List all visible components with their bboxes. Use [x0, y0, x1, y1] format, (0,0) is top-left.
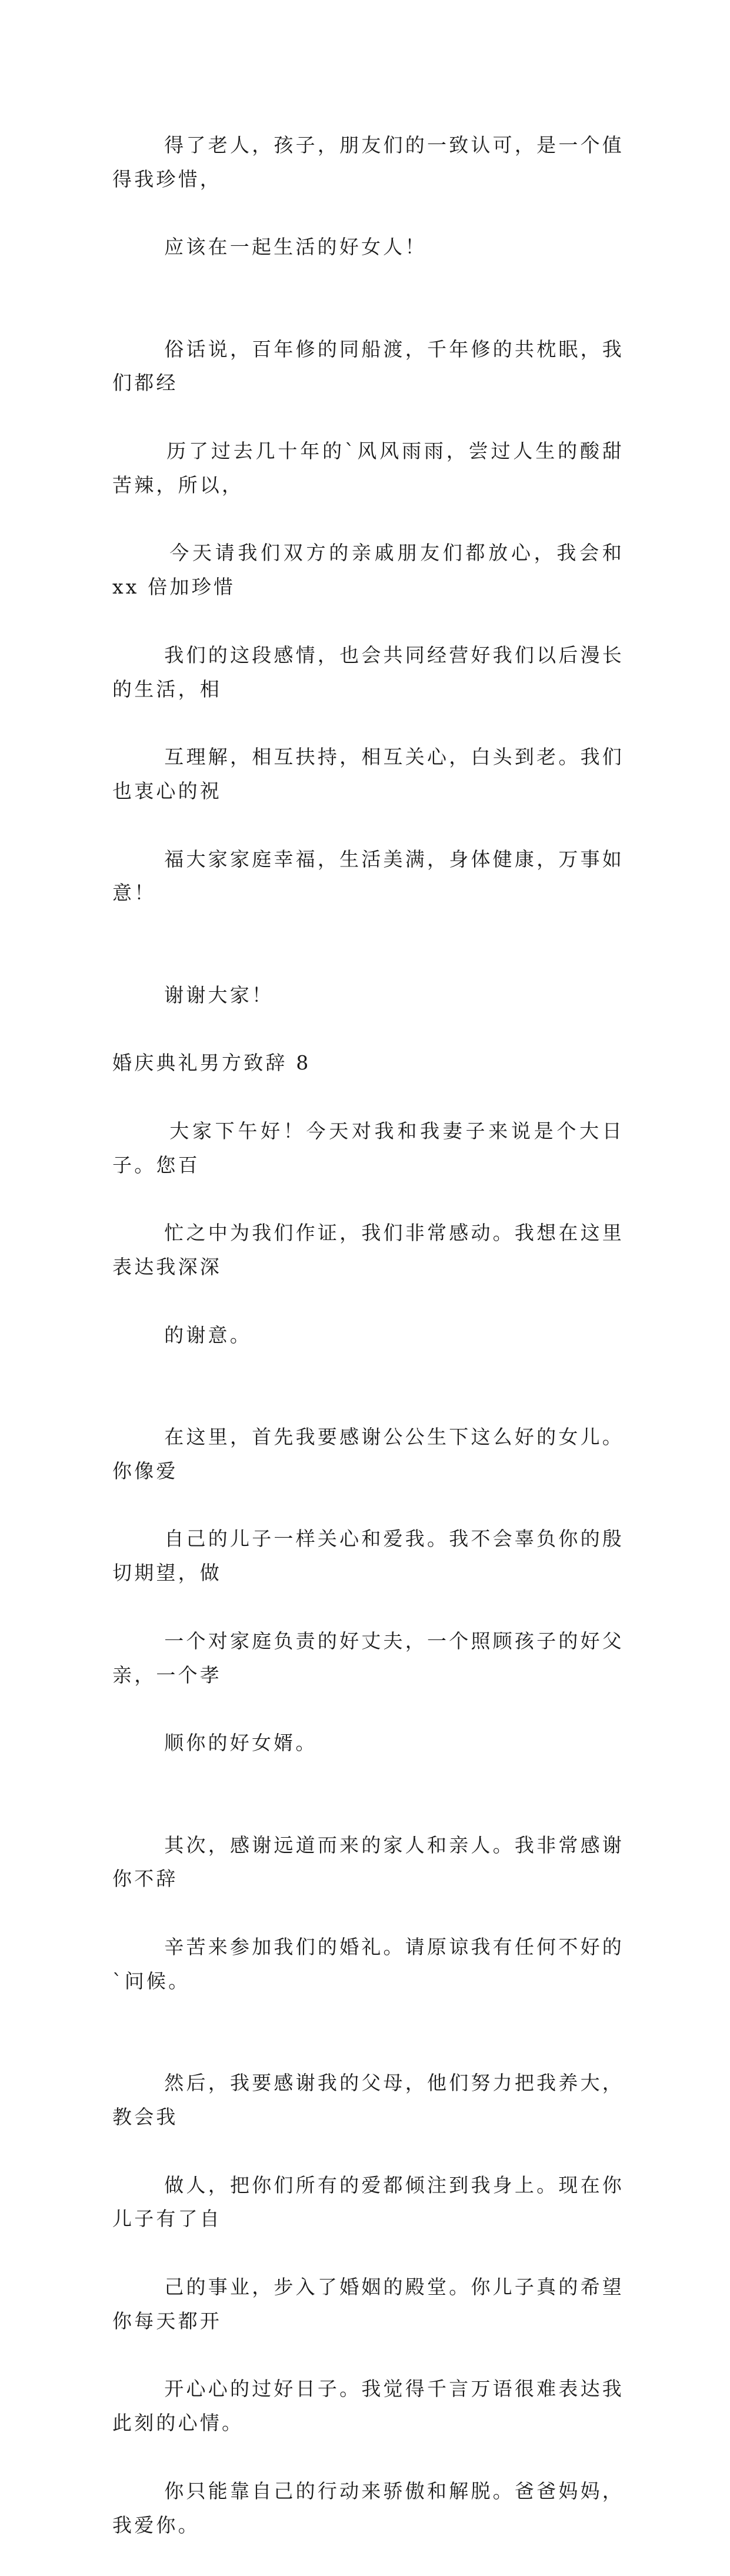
- paragraph-1-line-1: 得了老人，孩子，朋友们的一致认可，是一个值得我珍惜，: [112, 133, 625, 191]
- paragraph-7-line-4: 开心心的过好日子。我觉得千言万语很难表达我此刻的心情。: [112, 2377, 625, 2435]
- paragraph-2-line-5: 互理解，相互扶持，相互关心，白头到老。我们也衷心的祝: [112, 745, 625, 802]
- paragraph-2: [112, 298, 633, 944]
- paragraph-3: [112, 944, 624, 1046]
- section-heading: 婚庆典礼男方致辞 8: [112, 1051, 311, 1075]
- paragraph-5: [112, 1386, 624, 1794]
- paragraph-6-line-1: 其次，感谢远道而来的家人和亲人。我非常感谢你不辞: [112, 1833, 625, 1891]
- paragraph-3-line-1: 谢谢大家！: [164, 983, 274, 1007]
- paragraph-6-line-2: 辛苦来参加我们的婚礼。请原谅我有任何不好的`问候。: [112, 1935, 625, 1992]
- paragraph-7-line-2: 做人，把你们所有的爱都倾注到我身上。现在你儿子有了自: [112, 2173, 625, 2231]
- paragraph-4-line-2: 忙之中为我们作证，我们非常感动。我想在这里表达我深深: [112, 1221, 625, 1279]
- paragraph-6: [112, 1794, 624, 2032]
- document-body: [112, 94, 633, 2576]
- paragraph-2-line-2: 历了过去几十年的`风风雨雨，尝过人生的酸甜苦辣，所以，: [112, 439, 625, 496]
- paragraph-7: [112, 2032, 624, 2576]
- paragraph-7-line-5: 你只能靠自己的行动来骄傲和解脱。爸爸妈妈，我爱你。: [112, 2479, 625, 2537]
- paragraph-2-line-1: 俗话说，百年修的同船渡，千年修的共枕眠，我们都经: [112, 337, 625, 395]
- paragraph-1: [112, 94, 624, 298]
- paragraph-5-line-3: 一个对家庭负责的好丈夫，一个照顾孩子的好父亲，一个孝: [112, 1629, 625, 1687]
- paragraph-5-line-4: 顺你的好女婿。: [164, 1731, 318, 1755]
- paragraph-5-line-2: 自己的儿子一样关心和爱我。我不会辜负你的殷切期望，做: [112, 1527, 625, 1585]
- paragraph-2-line-3: 今天请我们双方的亲戚朋友们都放心，我会和 xx 倍加珍惜: [112, 541, 633, 599]
- paragraph-1-line-2: 应该在一起生活的好女人！: [164, 235, 427, 259]
- paragraph-7-line-3: 己的事业，步入了婚姻的殿堂。你儿子真的希望你每天都开: [112, 2275, 625, 2332]
- paragraph-4-line-1: 大家下午好！今天对我和我妻子来说是个大日子。您百: [112, 1119, 625, 1177]
- paragraph-5-line-1: 在这里，首先我要感谢公公生下这么好的女儿。你像爱: [112, 1425, 625, 1482]
- paragraph-4: [112, 1080, 624, 1386]
- paragraph-2-line-6: 福大家家庭幸福，生活美满，身体健康，万事如意！: [112, 847, 625, 905]
- paragraph-7-line-1: 然后，我要感谢我的父母，他们努力把我养大，教会我: [112, 2071, 625, 2129]
- paragraph-2-line-4: 我们的这段感情，也会共同经营好我们以后漫长的生活，相: [112, 643, 625, 701]
- paragraph-4-line-3: 的谢意。: [164, 1323, 252, 1347]
